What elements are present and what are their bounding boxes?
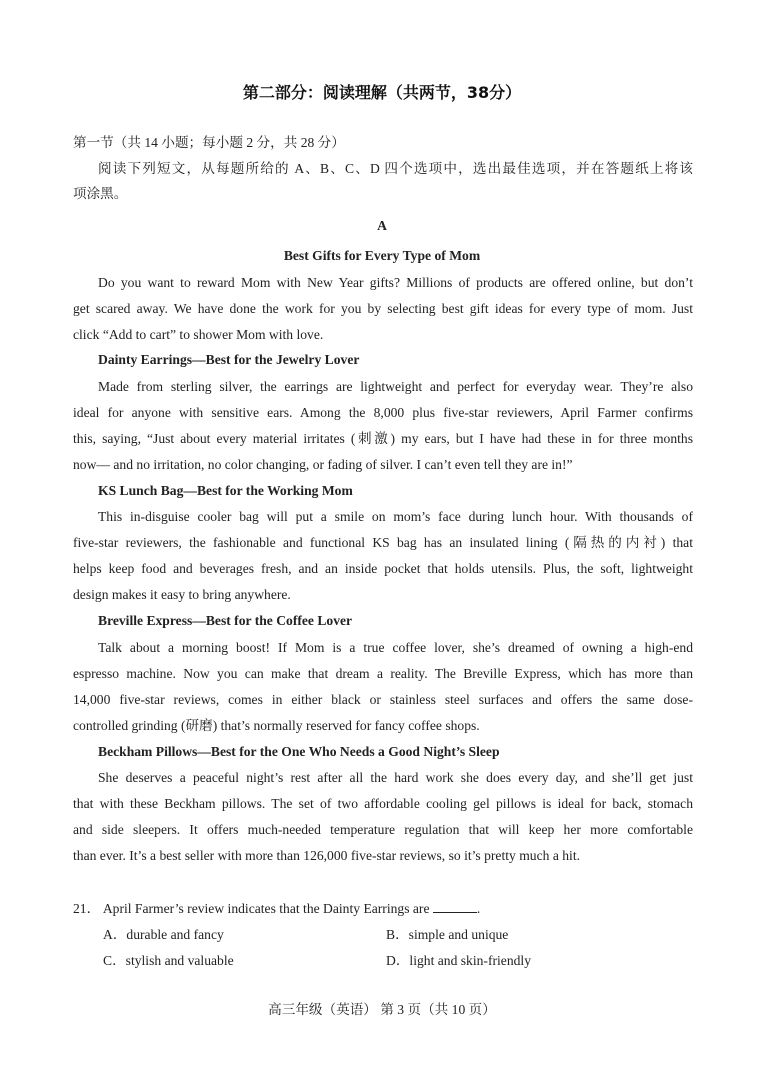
item-heading-coffee: Breville Express—Best for the Coffee Lover [98, 613, 353, 628]
option-d [386, 952, 531, 970]
earrings-line-1: Made from sterling silver, the earrings are lightweight and perfect for everyday wear. They’re also [98, 379, 693, 394]
lunch-bag-line-3: helps keep food and beverages fresh, and an inside pocket that holds utensils. Plus, the soft, lightweight [73, 561, 693, 576]
question-stem-end: . [476, 901, 481, 916]
intro-line-3: click “Add to cart” to shower Mom with love. [73, 327, 324, 342]
pillows-line-3: and side sleepers. It offers much-needed temperature regulation that will keep her more comfortable [73, 822, 693, 837]
lunch-bag-line-1: This in-disguise cooler bag will put a smile on mom’s face during lunch hour. With thousands of [98, 509, 693, 524]
coffee-line-2: espresso machine. Now you can make that dream a reality. The Breville Express, which has more than [73, 666, 693, 681]
pillows-line-1: She deserves a peaceful night’s rest after all the hard work she does every day, and she’ll get just [98, 770, 693, 785]
part-title: 第二部分：阅读理解（共两节，38分） [242, 83, 522, 102]
intro-line-2: get scared away. We have done the work for you by selecting best gift ideas for every type of mom. Just [73, 301, 693, 316]
intro-line-1: Do you want to reward Mom with New Year gifts? Millions of products are offered online, but don’t [98, 275, 693, 290]
option-c [103, 952, 234, 970]
answer-blank [433, 900, 477, 913]
section-heading: 第一节（共 14 小题；每小题 2 分，共 28 分） [73, 135, 345, 150]
option-d-letter: D． [386, 953, 410, 968]
item-heading-earrings: Dainty Earrings—Best for the Jewelry Lover [98, 352, 360, 367]
question-stem: April Farmer’s review indicates that the Dainty Earrings are [102, 901, 430, 916]
option-b-letter: B． [386, 927, 409, 942]
instructions-line-2: 项涂黑。 [73, 186, 128, 201]
page-footer: 高三年级（英语） 第 3 页（共 10 页） [268, 1002, 496, 1017]
question-21 [73, 900, 480, 918]
lunch-bag-line-2: five-star reviewers, the fashionable and functional KS bag has an insulated lining (隔热的内衬) that [73, 535, 693, 550]
pillows-line-4: than ever. It’s a best seller with more than 126,000 five-star reviews, so it’s pretty much a hit. [73, 848, 580, 863]
coffee-line-3: 14,000 five-star reviews, comes in either black or stainless steel surfaces and offers the same dose- [73, 692, 693, 707]
option-d-text: light and skin-friendly [409, 953, 531, 968]
earrings-line-3: this, saying, “Just about every material irritates (刺激) my ears, but I have had these in for three months [73, 431, 693, 446]
coffee-line-1: Talk about a morning boost! If Mom is a true coffee lover, she’s dreamed of owning a high-end [98, 640, 693, 655]
option-b [386, 926, 508, 944]
item-heading-lunch-bag: KS Lunch Bag—Best for the Working Mom [98, 483, 353, 498]
lunch-bag-line-4: design makes it easy to bring anywhere. [73, 587, 291, 602]
earrings-line-4: now— and no irritation, no color changing, or fading of silver. I can’t even tell they are in!” [73, 457, 573, 472]
option-a-text: durable and fancy [126, 927, 224, 942]
item-heading-pillows: Beckham Pillows—Best for the One Who Needs a Good Night’s Sleep [98, 744, 500, 759]
passage-title: Best Gifts for Every Type of Mom [283, 248, 481, 263]
passage-label: A [377, 218, 387, 233]
option-a-letter: A． [103, 927, 127, 942]
option-c-letter: C． [103, 953, 126, 968]
option-c-text: stylish and valuable [125, 953, 234, 968]
coffee-line-4: controlled grinding (研磨) that’s normally reserved for fancy coffee shops. [73, 718, 480, 733]
option-a [103, 926, 224, 944]
pillows-line-2: that with these Beckham pillows. The set of two affordable cooling gel pillows is ideal for back, stomach [73, 796, 693, 811]
option-b-text: simple and unique [408, 927, 509, 942]
question-number: 21． [73, 901, 101, 916]
instructions-line-1: 阅读下列短文，从每题所给的 A、B、C、D 四个选项中，选出最佳选项，并在答题纸上将该 [98, 161, 693, 176]
earrings-line-2: ideal for anyone with sensitive ears. Among the 8,000 plus five-star reviewers, April Farmer confirms [73, 405, 693, 420]
